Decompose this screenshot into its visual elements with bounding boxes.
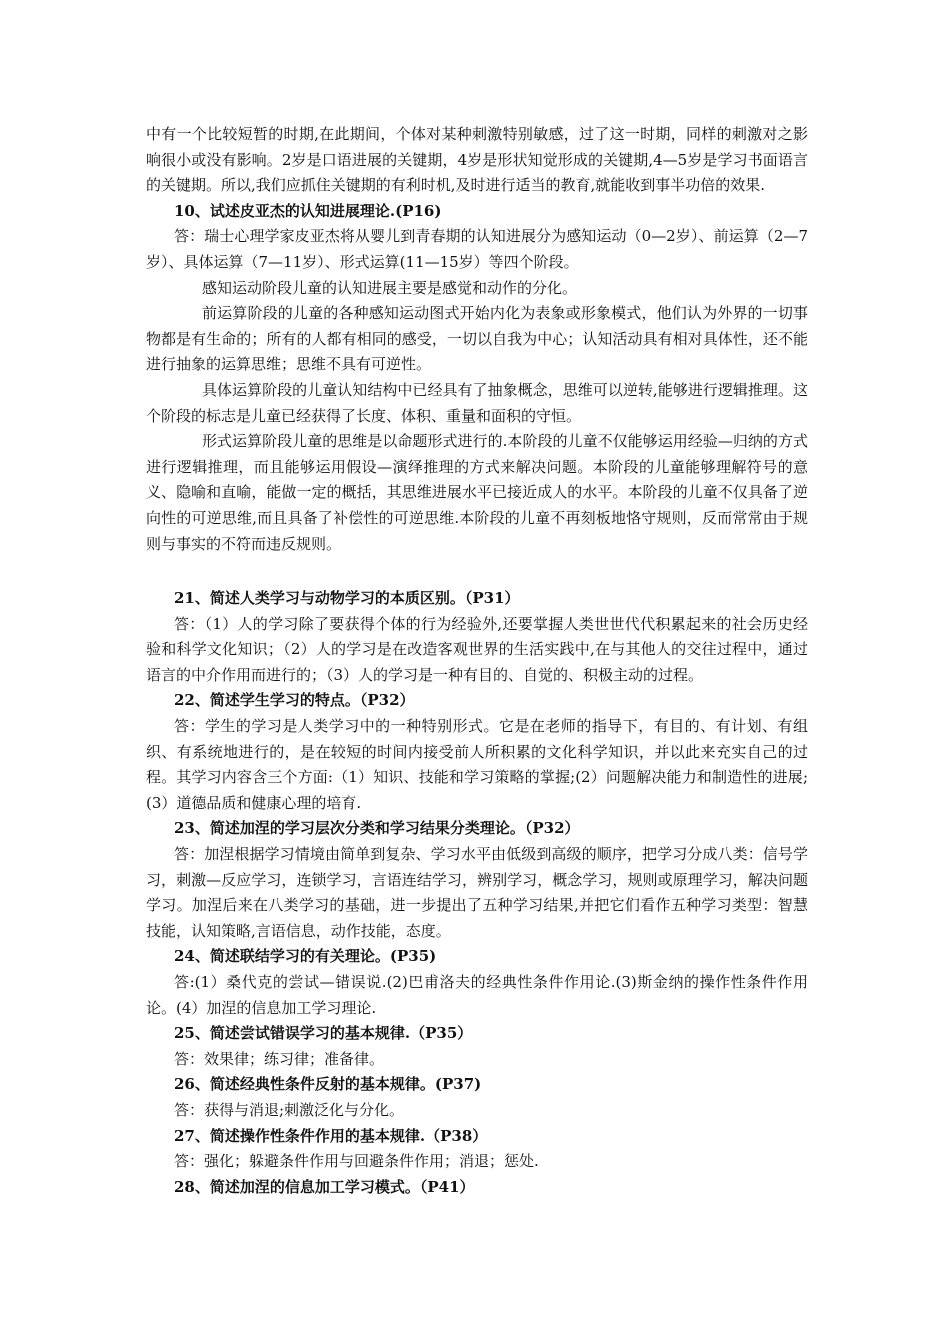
body-paragraph: 感知运动阶段儿童的认知进展主要是感觉和动作的分化。	[202, 278, 578, 297]
section-gap	[146, 557, 808, 586]
answer-paragraph: 答：获得与消退;刺激泛化与分化。	[174, 1100, 405, 1119]
answer-paragraph: 答：学生的学习是人类学习中的一种特别形式。它是在老师的指导下，有目的、有计划、有组织、有系统地进行的，是在较短的时间内接受前人所积累的文化科学知识，并以此来充实自己的过程。其学习内容含三个方面:（1）知识、技能和学习策略的掌握;(2）问题解决能力和制造性的进展;(3）道德品质和健康心理的培育.	[146, 717, 808, 812]
question-heading: 23、简述加涅的学习层次分类和学习结果分类理论。（P32）	[174, 819, 580, 838]
question-heading: 21、简述人类学习与动物学习的本质区别。（P31）	[174, 589, 520, 608]
body-paragraph: 前运算阶段的儿童的各种感知运动图式开始内化为表象或形象模式，他们认为外界的一切事物都是有生命的；所有的人都有相同的感受，一切以自我为中心；认知活动具有相对具体性，还不能进行抽象的运算思维；思维不具有可逆性。	[146, 304, 808, 374]
question-heading: 28、简述加涅的信息加工学习模式。（P41）	[174, 1177, 475, 1196]
body-paragraph: 形式运算阶段儿童的思维是以命题形式进行的.本阶段的儿童不仅能够运用经验—归纳的方式进行逻辑推理，而且能够运用假设—演绎推理的方式来解决问题。本阶段的儿童能够理解符号的意义、隐喻和直喻，能做一定的概括，其思维进展水平已接近成人的水平。本阶段的儿童不仅具备了逆向性的可逆思维,而且具备了补偿性的可逆思维.本阶段的儿童不再刻板地恪守规则，反而常常由于规则与事实的不符而违反规则。	[146, 432, 808, 553]
question-heading: 24、简述联结学习的有关理论。(P35)	[174, 947, 437, 966]
answer-paragraph: 答：强化；躲避条件作用与回避条件作用；消退；惩处.	[174, 1152, 539, 1171]
answer-paragraph: 答：（1）人的学习除了要获得个体的行为经验外,还要掌握人类世世代代积累起来的社会历史经验和科学文化知识；（2）人的学习是在改造客观世界的生活实践中,在与其他人的交往过程中，通过语言的中介作用而进行的；（3）人的学习是一种有目的、自觉的、积极主动的过程。	[146, 614, 808, 684]
document-body	[146, 122, 808, 1200]
answer-paragraph: 答：瑞士心理学家皮亚杰将从婴儿到青春期的认知进展分为感知运动（0—2岁）、前运算（2—7岁）、具体运算（7—11岁）、形式运算(11—15岁）等四个阶段。	[146, 227, 808, 271]
body-paragraph: 具体运算阶段的儿童认知结构中已经具有了抽象概念，思维可以逆转,能够进行逻辑推理。这个阶段的标志是儿童已经获得了长度、体积、重量和面积的守恒。	[146, 380, 808, 425]
question-heading: 25、简述尝试错误学习的基本规律.（P35）	[174, 1024, 473, 1043]
question-heading: 27、简述操作性条件作用的基本规律.（P38）	[174, 1126, 488, 1145]
question-heading: 26、简述经典性条件反射的基本规律。(P37)	[174, 1075, 482, 1094]
question-heading: 22、简述学生学习的特点。（P32）	[174, 691, 415, 710]
answer-paragraph: 答:(1）桑代克的尝试—错误说.(2)巴甫洛夫的经典性条件作用论.(3)斯金纳的操作性条件作用论。(4）加涅的信息加工学习理论.	[146, 973, 808, 1017]
body-paragraph: 中有一个比较短暂的时期,在此期间，个体对某种刺激特别敏感，过了这一时期，同样的刺激对之影响很小或没有影响。2岁是口语进展的关键期，4岁是形状知觉形成的关键期,4—5岁是学习书面语言的关键期。所以,我们应抓住关键期的有利时机,及时进行适当的教育,就能收到事半功倍的效果.	[146, 125, 808, 195]
answer-paragraph: 答：效果律；练习律；准备律。	[174, 1049, 385, 1068]
answer-paragraph: 答：加涅根据学习情境由简单到复杂、学习水平由低级到高级的顺序，把学习分成八类：信号学习，刺激—反应学习，连锁学习，言语连结学习，辨别学习，概念学习，规则或原理学习，解决问题学习。加涅后来在八类学习的基础，进一步提出了五种学习结果,并把它们看作五种学习类型：智慧技能，认知策略,言语信息，动作技能，态度。	[146, 845, 808, 940]
question-heading: 10、试述皮亚杰的认知进展理论.(P16)	[174, 201, 442, 220]
